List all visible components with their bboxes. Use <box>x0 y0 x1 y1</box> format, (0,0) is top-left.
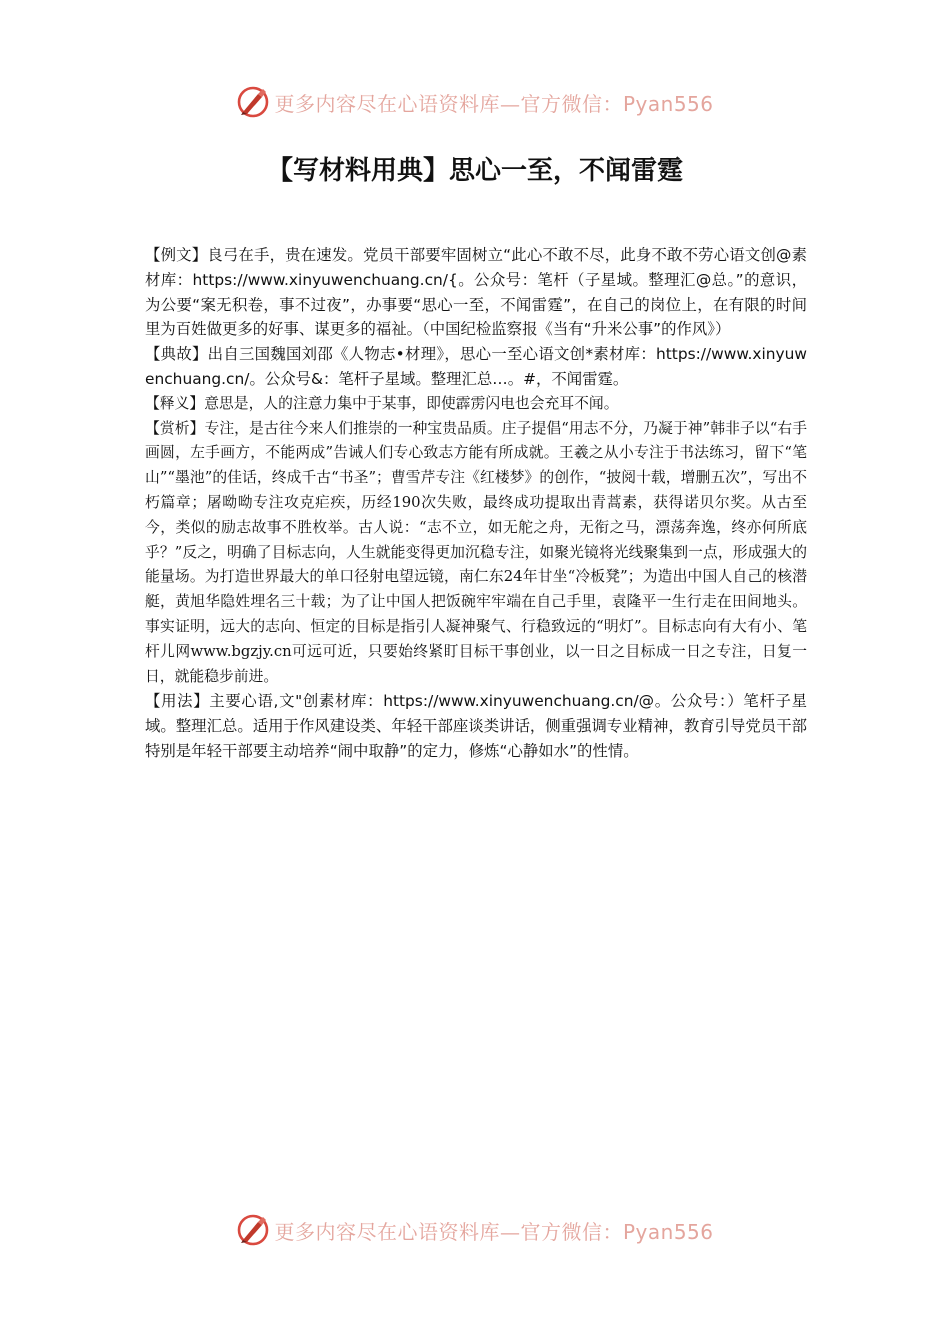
paragraph-analysis: 【赏析】专注，是古往今来人们推崇的一种宝贵品质。庄子提倡“用志不分，乃凝于神”韩非子以“右手画圆，左手画方，不能两成”告诫人们专心致志方能有所成就。王羲之从小专注于书法练习，留下“笔山”“墨池”的佳话，终成千古“书圣”；曹雪芹专注《红楼梦》的创作，“披阅十载，增删五次”，写出不朽篇章；屠呦呦专注攻克疟疾，历经190次失败，最终成功提取出青蒿素，获得诺贝尔奖。从古至今，类似的励志故事不胜枚举。古人说：“志不立，如无舵之舟，无衔之马，漂荡奔逸，终亦何所底乎？”反之，明确了目标志向，人生就能变得更加沉稳专注，如聚光镜将光线聚集到一点，形成强大的能量场。为打造世界最大的单口径射电望远镜，南仁东24年甘坐“冷板凳”；为造出中国人自己的核潜艇，黄旭华隐姓埋名三十载；为了让中国人把饭碗牢牢端在自己手里，袁隆平一生行走在田间地头。事实证明，远大的志向、恒定的目标是指引人凝神聚气、行稳致远的“明灯”。目标志向有大有小、笔杆儿网www.bgzjy.cn可远可近，只要始终紧盯目标干事创业，以一日之目标成一日之专注，日复一日，就能稳步前进。 <box>145 419 807 685</box>
pen-logo-icon <box>236 1213 270 1247</box>
paragraph-origin: 【典故】出自三国魏国刘邵《人物志•材理》，思心一至心语文创*素材库：https://www.xinyuwenchuang.cn/。公众号&：笔杆子星域。整理汇总…。#，不闻雷霆。 <box>145 345 807 388</box>
footer-banner <box>0 1210 950 1250</box>
banner-account: Pyan556 <box>622 1219 714 1244</box>
banner-text: 更多内容尽在心语资料库—官方微信： <box>274 91 623 116</box>
paragraph-usage: 【用法】主要心语,文"创素材库：https://www.xinyuwenchuang.cn/@。公众号：）笔杆子星域。整理汇总。适用于作风建设类、年轻干部座谈类讲话，侧重强调专业精神，教育引导党员干部特别是年轻干部要主动培养“闹中取静”的定力，修炼“心静如水”的性情。 <box>145 692 807 760</box>
banner-account: Pyan556 <box>622 91 714 116</box>
paragraph-meaning: 【释义】意思是，人的注意力集中于某事，即使霹雳闪电也会充耳不闻。 <box>145 394 619 412</box>
header-banner <box>0 82 950 122</box>
pen-logo-icon <box>236 85 270 119</box>
article-body <box>145 243 807 764</box>
paragraph-example: 【例文】良弓在手，贵在速发。党员干部要牢固树立“此心不敢不尽，此身不敢不劳心语文创@素材库：https://www.xinyuwenchuang.cn/{。公众号：笔杆（子星域。整理汇@总。”的意识，为公要“案无积卷，事不过夜”，办事要“思心一至，不闻雷霆”，在自己的岗位上，在有限的时间里为百姓做更多的好事、谋更多的福祉。（中国纪检监察报《当有“升米公事”的作风》） <box>145 246 807 339</box>
page-title: 【写材料用典】思心一至，不闻雷霆 <box>266 156 683 186</box>
banner-text: 更多内容尽在心语资料库—官方微信： <box>274 1219 623 1244</box>
